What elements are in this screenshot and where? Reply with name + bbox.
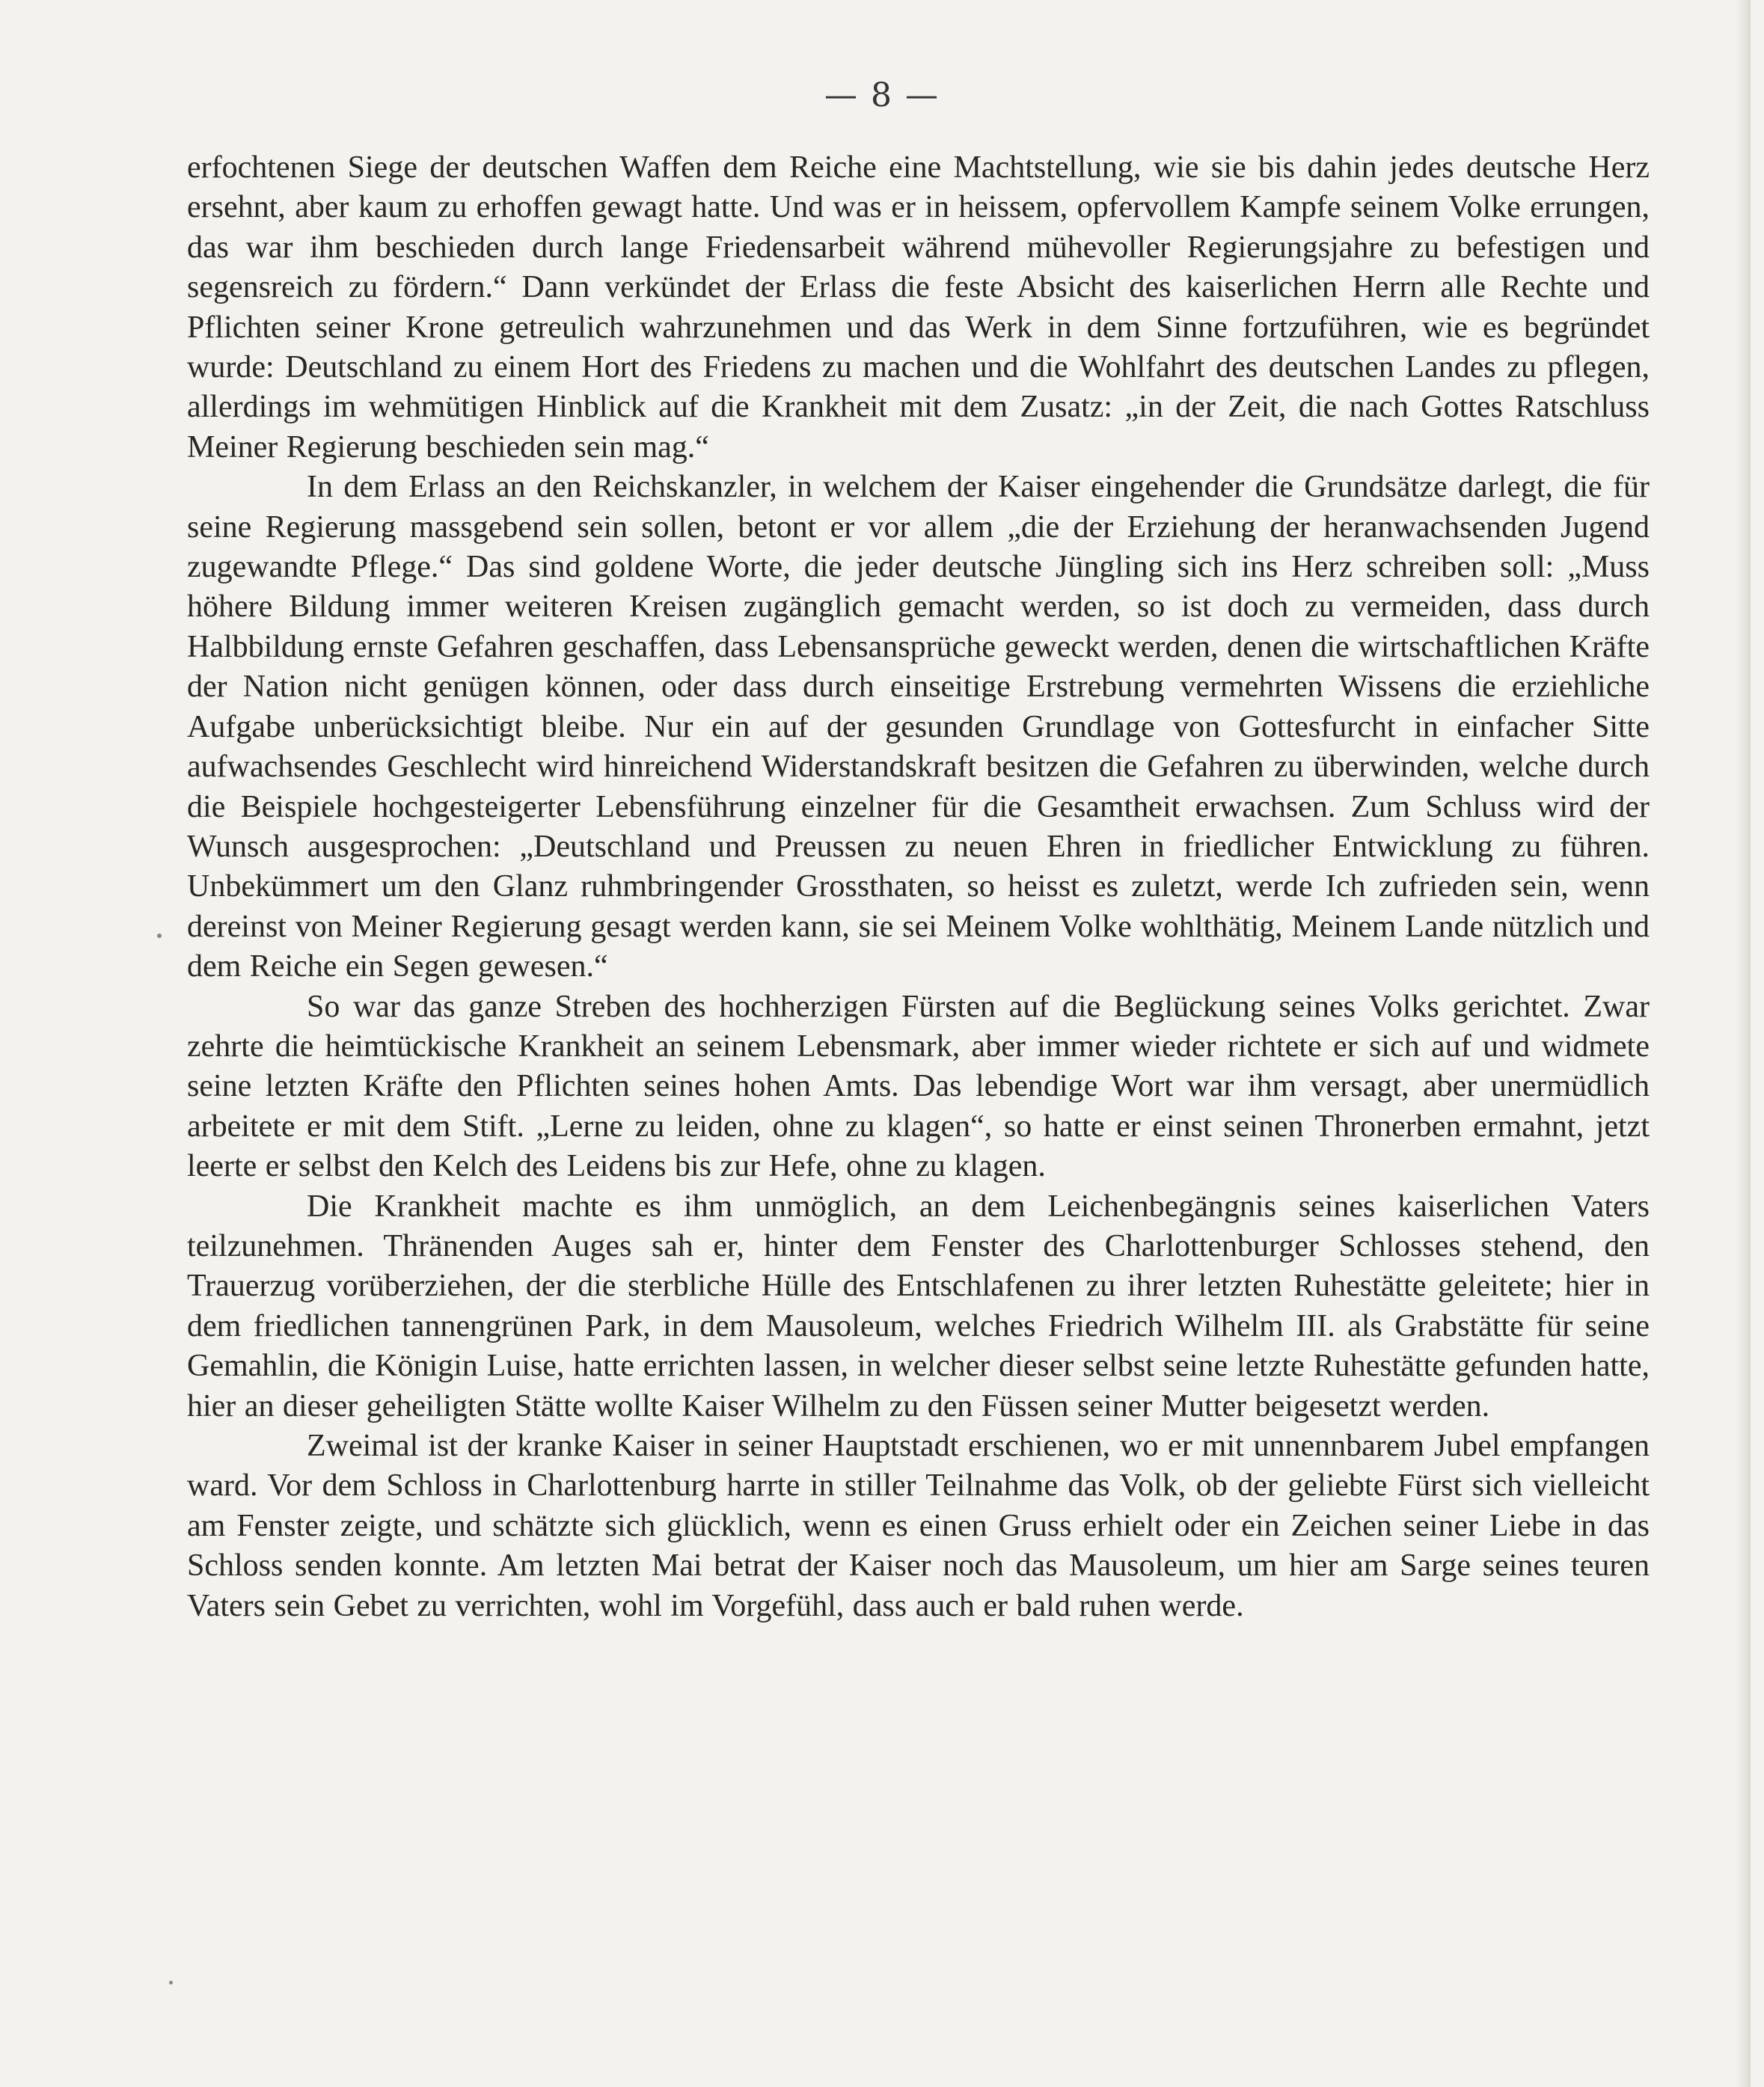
ink-speck bbox=[169, 1981, 173, 1985]
paragraph-2: In dem Erlass an den Reichskanzler, in welchem der Kaiser eingehender die Grundsätze darlegt, die für seine Regierung massgebend sein sollen, betont er vor allem „die der Erziehung der heranwachsenden Jugend zugewandte Pflege.“ Das sind goldene Worte, die jeder deutsche Jüngling sich ins Herz schreiben soll: „Muss höhere Bildung immer weiteren Kreisen zugänglich gemacht werden, so ist doch zu vermeiden, dass durch Halbbildung ernste Gefahren geschaffen, dass Lebensansprüche geweckt werden, denen die wirtschaftlichen Kräfte der Nation nicht genügen können, oder dass durch einseitige Erstrebung vermehrten Wissens die erziehliche Aufgabe unberücksichtigt bleibe. Nur ein auf der gesunden Grundlage von Gottesfurcht in einfacher Sitte aufwachsendes Geschlecht wird hinreichend Widerstandskraft besitzen die Gefahren zu überwinden, welche durch die Beispiele hochgesteigerter Lebensführung einzelner für die Gesamtheit erwachsen. Zum Schluss wird der Wunsch ausgesprochen: „Deutschland und Preussen zu neuen Ehren in friedlicher Entwicklung zu führen. Unbekümmert um den Glanz ruhmbringender Grossthaten, so heisst es zuletzt, werde Ich zufrieden sein, wenn dereinst von Meiner Regierung gesagt werden kann, sie sei Meinem Volke wohlthätig, Meinem Lande nützlich und dem Reiche ein Segen gewesen.“ bbox=[187, 470, 1650, 984]
page-edge-shadow bbox=[1736, 0, 1751, 2087]
ink-speck bbox=[157, 934, 162, 938]
paragraph-3: So war das ganze Streben des hochherzigen Fürsten auf die Beglückung seines Volks gerichtet. Zwar zehrte die heimtückische Krankheit an seinem Lebensmark, aber immer wieder richtete er sich auf und widmete seine letzten Kräfte den Pflichten seines hohen Amts. Das lebendige Wort war ihm versagt, aber unermüdlich arbeitete er mit dem Stift. „Lerne zu leiden, ohne zu klagen“, so hatte er einst seinen Thronerben ermahnt, jetzt leerte er selbst den Kelch des Leidens bis zur Hefe, ohne zu klagen. bbox=[187, 989, 1650, 1184]
page-number: — 8 — bbox=[824, 76, 940, 114]
paragraph-5: Zweimal ist der kranke Kaiser in seiner Hauptstadt erschienen, wo er mit unnennbarem Jubel empfangen ward. Vor dem Schloss in Charlottenburg harrte in stiller Teilnahme das Volk, ob der geliebte Fürst sich vielleicht am Fenster zeigte, und schätzte sich glücklich, wenn es einen Gruss erhielt oder ein Zeichen seiner Liebe in das Schloss senden konnte. Am letzten Mai betrat der Kaiser noch das Mausoleum, um hier am Sarge seines teuren Vaters sein Gebet zu verrichten, wohl im Vorgefühl, dass auch er bald ruhen werde. bbox=[187, 1429, 1650, 1623]
body-text bbox=[187, 148, 1650, 1626]
paragraph-4: Die Krankheit machte es ihm unmöglich, an dem Leichenbegängnis seines kaiserlichen Vaters teilzunehmen. Thränenden Auges sah er, hinter dem Fenster des Charlottenburger Schlosses stehend, den Trauerzug vorüberziehen, der die sterbliche Hülle des Entschlafenen zu ihrer letzten Ruhestätte geleitete; hier in dem friedlichen tannengrünen Park, in dem Mausoleum, welches Friedrich Wilhelm III. als Grabstätte für seine Gemahlin, die Königin Luise, hatte errichten lassen, in welcher dieser selbst seine letzte Ruhestätte gefunden hatte, hier an dieser geheiligten Stätte wollte Kaiser Wilhelm zu den Füssen seiner Mutter beigesetzt werden. bbox=[187, 1189, 1650, 1423]
paragraph-1: erfochtenen Siege der deutschen Waffen dem Reiche eine Machtstellung, wie sie bis dahin jedes deutsche Herz ersehnt, aber kaum zu erhoffen gewagt hatte. Und was er in heissem, opfervollem Kampfe seinem Volke errungen, das war ihm beschieden durch lange Friedensarbeit während mühevoller Regierungsjahre zu befestigen und segensreich zu fördern.“ Dann verkündet der Erlass die feste Absicht des kaiserlichen Herrn alle Rechte und Pflichten seiner Krone getreulich wahrzunehmen und das Werk in dem Sinne fortzuführen, wie es begründet wurde: Deutschland zu einem Hort des Friedens zu machen und die Wohlfahrt des deutschen Landes zu pflegen, allerdings im wehmütigen Hinblick auf die Krankheit mit dem Zusatz: „in der Zeit, die nach Gottes Ratschluss Meiner Regierung beschieden sein mag.“ bbox=[187, 150, 1650, 465]
